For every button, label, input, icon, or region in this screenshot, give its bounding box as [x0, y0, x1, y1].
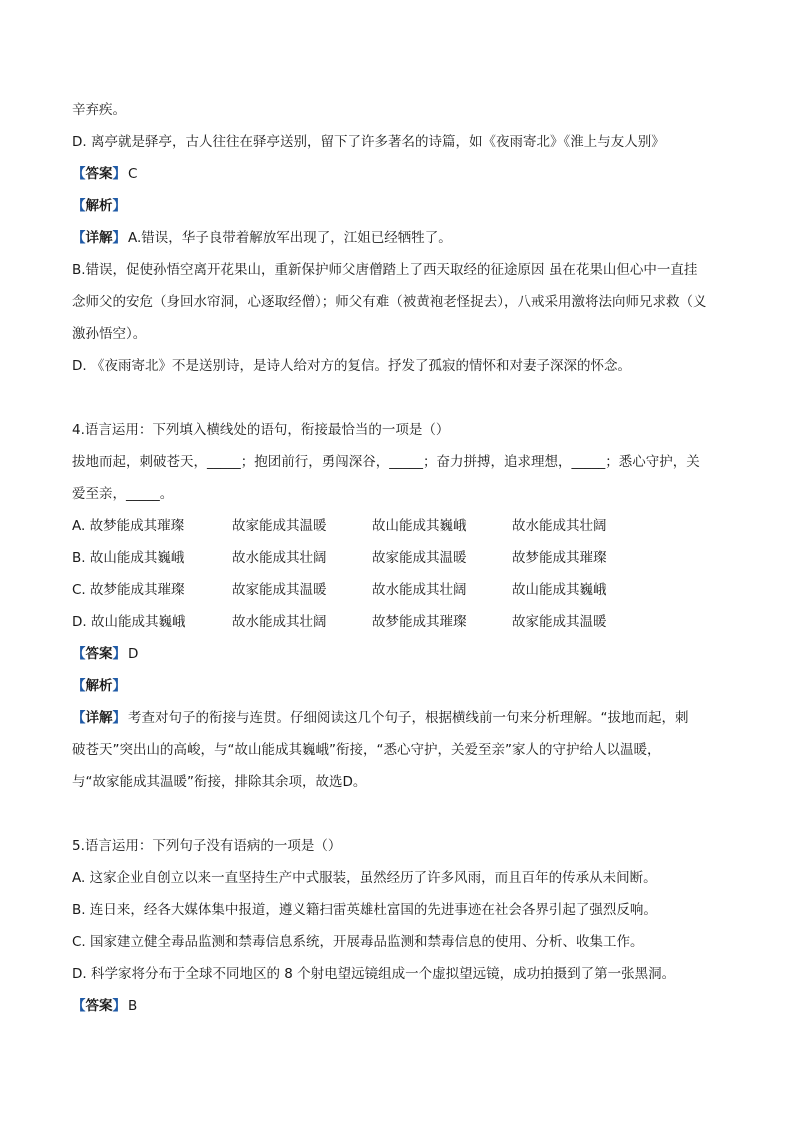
option-cell: 故家能成其温暖 — [512, 614, 607, 630]
text-line: 辛弃疾。 — [72, 102, 126, 118]
text-line: 念师父的安危（身回水帘洞，心逐取经僧）；师父有难（被黄袍老怪捉去），八戒采用激将法向师兄求救（义 — [72, 294, 707, 310]
analysis-tag: 【解析】 — [72, 198, 126, 214]
detail-line: 【详解】 考查对句子的衔接与连贯。仔细阅读这几个句子，根据横线前一句来分析理解。“拔地而起，刺 — [72, 710, 689, 726]
option-cell: 故家能成其温暖 — [372, 550, 467, 566]
option-cell: 故梦能成其璀璨 — [512, 550, 607, 566]
text-line: 激孙悟空）。 — [72, 326, 147, 342]
option-cell: 故水能成其壮阔 — [232, 550, 327, 566]
detail-line: 【详解】 A.错误，华子良带着解放军出现了，江姐已经牺牲了。 — [72, 230, 452, 246]
answer-tag: 【答案】 — [72, 998, 126, 1014]
option-cell: B. 故山能成其巍峨 — [72, 550, 185, 566]
detail-tag: 【详解】 — [72, 230, 126, 246]
option-cell: 故水能成其壮阔 — [512, 518, 607, 534]
detail-tag: 【详解】 — [72, 710, 126, 726]
text-line: B.错误，促使孙悟空离开花果山，重新保护师父唐僧踏上了西天取经的征途原因 虽在花果山但心中一直挂 — [72, 262, 698, 278]
answer-tag: 【答案】 — [72, 646, 126, 662]
option-cell: 故水能成其壮阔 — [372, 582, 467, 598]
option-row-b — [72, 548, 726, 568]
text-line: 与“故家能成其温暖”衔接，排除其余项，故选D。 — [72, 774, 367, 790]
text-line: D. 《夜雨寄北》不是送别诗，是诗人给对方的复信。抒发了孤寂的情怀和对妻子深深的怀念。 — [72, 358, 631, 374]
analysis-line — [72, 196, 726, 216]
option-cell: 故山能成其巍峨 — [372, 518, 467, 534]
answer-line: 【答案】 B — [72, 998, 138, 1014]
option-cell: 故山能成其巍峨 — [512, 582, 607, 598]
option-row-d — [72, 612, 726, 632]
option-a: A. 这家企业自创立以来一直坚持生产中式服装，虽然经历了许多风雨，而且百年的传承从未间断。 — [72, 870, 657, 886]
option-b: B. 连日来，经各大媒体集中报道，遵义籍扫雷英雄杜富国的先进事迹在社会各界引起了强烈反响。 — [72, 902, 657, 918]
option-cell: D. 故山能成其巍峨 — [72, 614, 186, 630]
analysis-line — [72, 676, 726, 696]
option-cell: A. 故梦能成其璀璨 — [72, 518, 185, 534]
option-cell: 故水能成其壮阔 — [232, 614, 327, 630]
question-4-text: 拔地而起，刺破苍天，_____；抱团前行，勇闯深谷，_____；奋力拼搏，追求理想，_____；悉心守护，关 — [72, 454, 700, 470]
option-row-a — [72, 516, 726, 536]
option-cell: 故家能成其温暖 — [232, 582, 327, 598]
option-cell: 故家能成其温暖 — [232, 518, 327, 534]
option-d: D. 科学家将分布于全球不同地区的 8 个射电望远镜组成一个虚拟望远镜，成功拍摄到了第一张黑洞。 — [72, 966, 676, 982]
option-c: C. 国家建立健全毒品监测和禁毒信息系统，开展毒品监测和禁毒信息的使用、分析、收集工作。 — [72, 934, 644, 950]
text-line: D. 离亭就是驿亭，古人往往在驿亭送别，留下了许多著名的诗篇，如《夜雨寄北》《淮上与友人别》 — [72, 134, 665, 150]
option-cell: 故梦能成其璀璨 — [372, 614, 467, 630]
question-4-title: 4.语言运用：下列填入横线处的语句，衔接最恰当的一项是（） — [72, 422, 450, 438]
option-cell: C. 故梦能成其璀璨 — [72, 582, 185, 598]
question-5-title: 5.语言运用：下列句子没有语病的一项是（） — [72, 838, 342, 854]
question-4-text: 爱至亲，_____。 — [72, 486, 174, 502]
analysis-tag: 【解析】 — [72, 678, 126, 694]
answer-line: 【答案】 D — [72, 646, 139, 662]
answer-line: 【答案】 C — [72, 166, 138, 182]
answer-tag: 【答案】 — [72, 166, 126, 182]
option-row-c — [72, 580, 726, 600]
text-line: 破苍天”突出山的高峻，与“故山能成其巍峨”衔接，“悉心守护，关爱至亲”家人的守护给人以温暖， — [72, 742, 661, 758]
